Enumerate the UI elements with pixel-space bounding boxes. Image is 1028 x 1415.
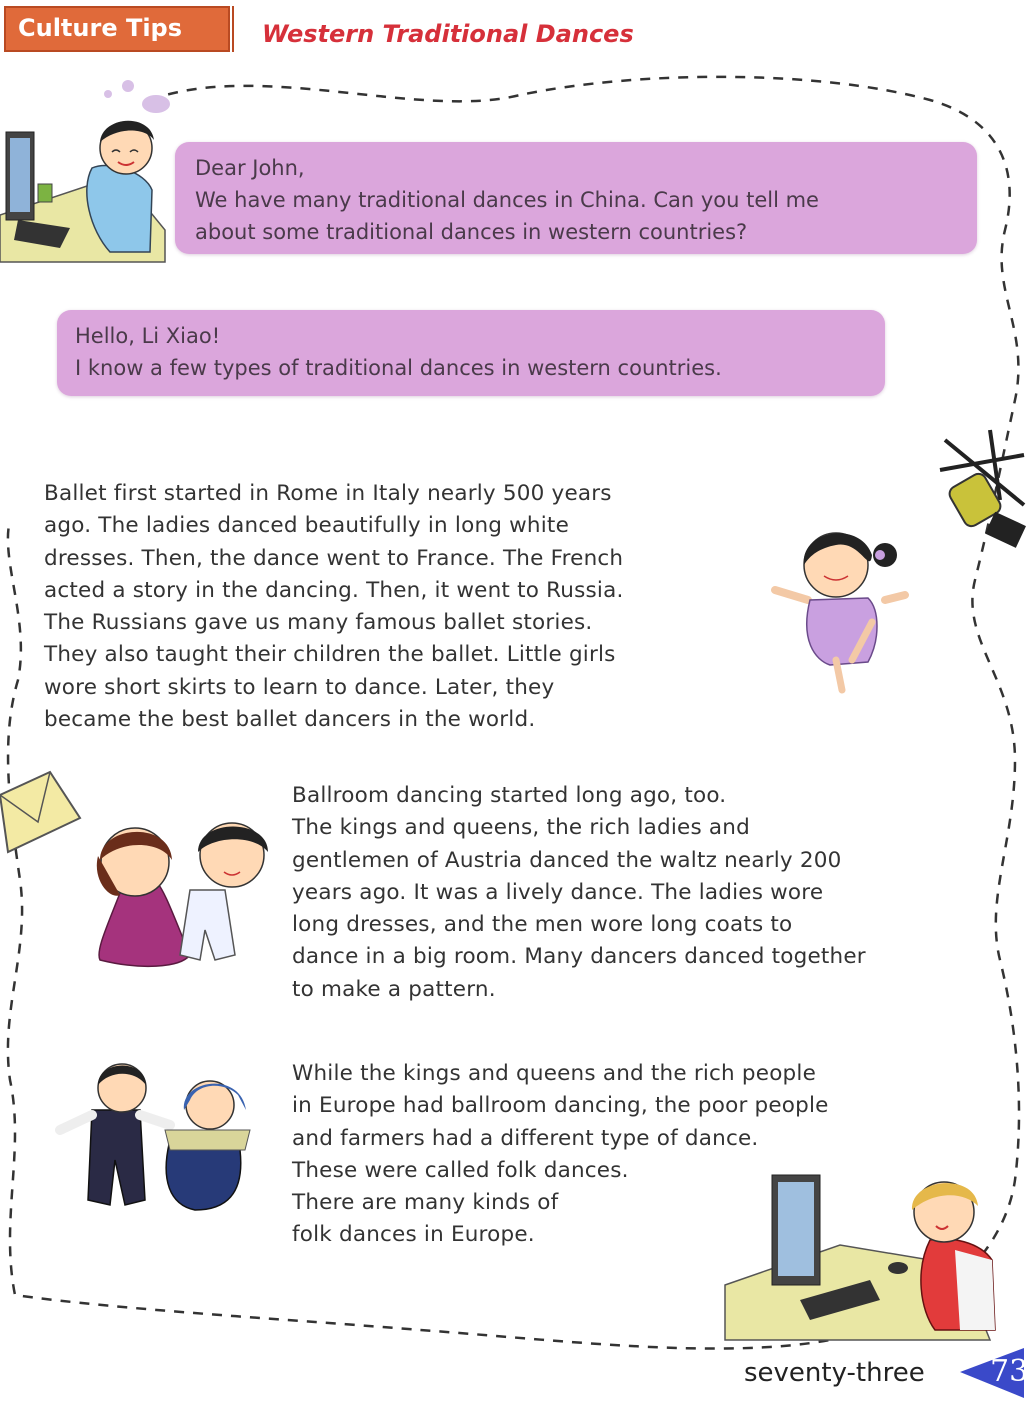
paragraph-line: and farmers had a different type of dance. bbox=[292, 1125, 759, 1151]
paragraph-line: There are many kinds of bbox=[292, 1190, 559, 1216]
letter-line: Dear John, bbox=[195, 156, 305, 180]
paragraph-line: dresses. Then, the dance went to France. The French bbox=[44, 545, 624, 571]
waltz-couple-illustration bbox=[97, 823, 268, 966]
paragraph-line: While the kings and queens and the rich people bbox=[292, 1061, 816, 1086]
folk-dancers-illustration bbox=[60, 1064, 250, 1210]
paragraph-line: gentlemen of Austria danced the waltz nearly 200 bbox=[292, 847, 842, 873]
paragraph-line: acted a story in the dancing. Then, it went to Russia. bbox=[44, 577, 624, 603]
paragraph-line: years ago. It was a lively dance. The ladies wore bbox=[292, 879, 824, 905]
paragraph-line: They also taught their children the ballet. Little girls bbox=[44, 642, 616, 668]
section-label: Culture Tips bbox=[4, 6, 230, 52]
paragraph-line: These were called folk dances. bbox=[292, 1157, 629, 1183]
folk-paragraph bbox=[292, 1058, 972, 1252]
ballet-paragraph bbox=[44, 478, 764, 736]
boy-at-computer-illustration bbox=[0, 121, 165, 262]
letter-line: about some traditional dances in western countries? bbox=[195, 220, 748, 244]
paragraph-line: in Europe had ballroom dancing, the poor people bbox=[292, 1093, 829, 1119]
paragraph-line: folk dances in Europe. bbox=[292, 1222, 535, 1248]
page-words: seventy-three bbox=[744, 1358, 925, 1388]
letter-bubble bbox=[175, 142, 977, 254]
letter-line: We have many traditional dances in China. Can you tell me bbox=[195, 188, 819, 212]
paragraph-line: became the best ballet dancers in the world. bbox=[44, 707, 536, 733]
paragraph-line: long dresses, and the men wore long coats to bbox=[292, 912, 793, 938]
ballet-girl-illustration bbox=[775, 533, 905, 690]
paragraph-line: dance in a big room. Many dancers danced together bbox=[292, 944, 866, 970]
paragraph-line: to make a pattern. bbox=[292, 976, 496, 1002]
paragraph-line: ago. The ladies danced beautifully in long white bbox=[44, 513, 569, 539]
page-title: Western Traditional Dances bbox=[262, 20, 634, 48]
header-divider bbox=[232, 6, 234, 52]
reply-line: I know a few types of traditional dances in western countries. bbox=[75, 356, 722, 380]
paragraph-line: The Russians gave us many famous ballet stories. bbox=[44, 610, 593, 636]
ballroom-paragraph bbox=[292, 780, 992, 1006]
reply-bubble bbox=[57, 310, 885, 396]
paragraph-line: wore short skirts to learn to dance. Later, they bbox=[44, 674, 555, 700]
reply-line: Hello, Li Xiao! bbox=[75, 324, 221, 348]
film-camera-illustration bbox=[940, 430, 1026, 548]
paragraph-line: Ballet first started in Rome in Italy nearly 500 years bbox=[44, 481, 612, 506]
paragraph-line: The kings and queens, the rich ladies and bbox=[292, 815, 750, 841]
paragraph-line: Ballroom dancing started long ago, too. bbox=[292, 783, 727, 808]
page-number: 73 bbox=[990, 1354, 1028, 1389]
envelope-illustration bbox=[0, 772, 80, 852]
